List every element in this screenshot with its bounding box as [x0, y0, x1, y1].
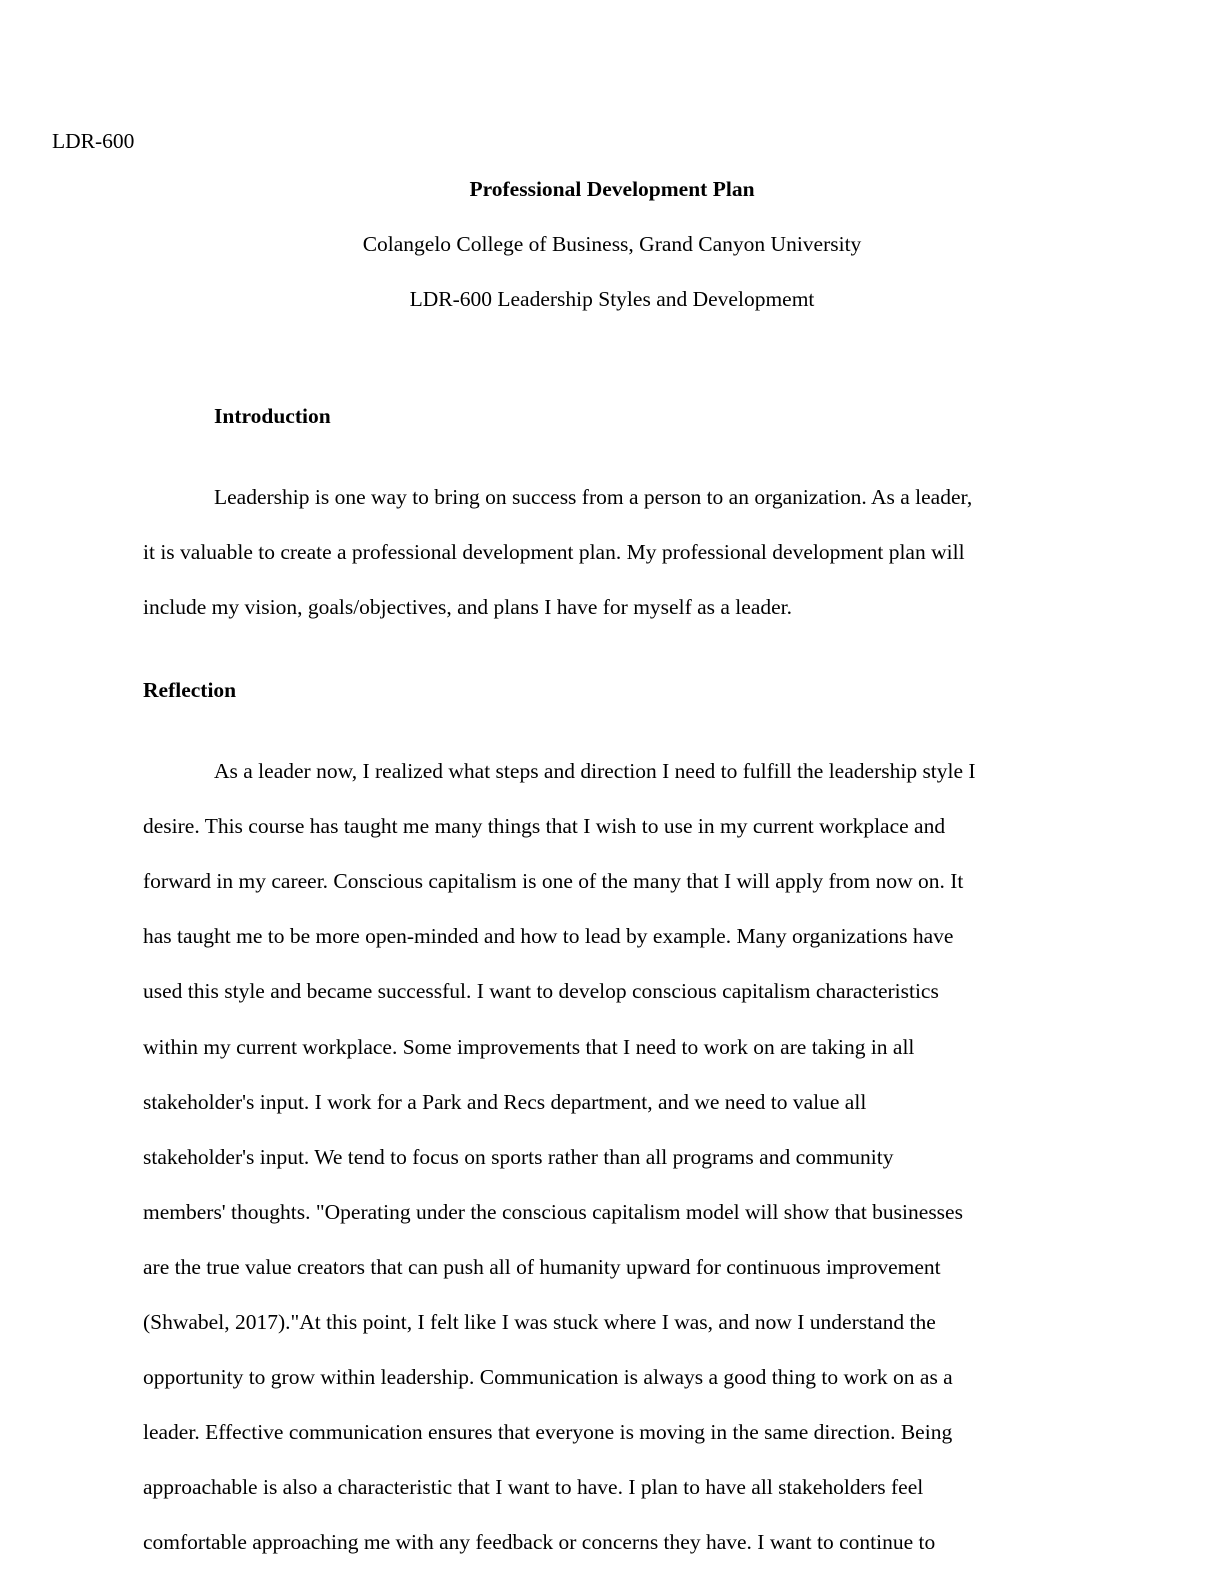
- paragraph-line: leader. Effective communication ensures that everyone is moving in the same direction. Being: [143, 1420, 953, 1444]
- paragraph-line: has taught me to be more open-minded and how to lead by example. Many organizations have: [143, 924, 954, 948]
- paragraph-line: stakeholder's input. I work for a Park and Recs department, and we need to value all: [143, 1090, 867, 1114]
- paragraph-line: approachable is also a characteristic that I want to have. I plan to have all stakeholders feel: [143, 1475, 924, 1499]
- course-line: LDR-600 Leadership Styles and Developmemt: [409, 287, 815, 311]
- paragraph-line: it is valuable to create a professional development plan. My professional development plan will: [143, 540, 965, 564]
- running-head: LDR-600: [52, 129, 135, 153]
- paragraph-line: stakeholder's input. We tend to focus on sports rather than all programs and community: [143, 1145, 894, 1169]
- paragraph-line: members' thoughts. "Operating under the conscious capitalism model will show that businesses: [143, 1200, 963, 1224]
- paragraph-line: As a leader now, I realized what steps and direction I need to fulfill the leadership style I: [214, 759, 976, 783]
- paragraph-line: opportunity to grow within leadership. Communication is always a good thing to work on as a: [143, 1365, 953, 1389]
- paragraph-line: Leadership is one way to bring on success from a person to an organization. As a leader,: [214, 485, 973, 509]
- paragraph-line: include my vision, goals/objectives, and plans I have for myself as a leader.: [143, 595, 792, 619]
- document-title: Professional Development Plan: [469, 177, 755, 201]
- paragraph-line: forward in my career. Conscious capitalism is one of the many that I will apply from now on. It: [143, 869, 964, 893]
- paragraph-line: desire. This course has taught me many things that I wish to use in my current workplace and: [143, 814, 946, 838]
- paragraph-line: are the true value creators that can push all of humanity upward for continuous improvement: [143, 1255, 941, 1279]
- institution-line: Colangelo College of Business, Grand Canyon University: [362, 232, 862, 256]
- section-heading-reflection: Reflection: [143, 678, 237, 702]
- paragraph-line: comfortable approaching me with any feedback or concerns they have. I want to continue to: [143, 1530, 936, 1554]
- paragraph-line: (Shwabel, 2017)."At this point, I felt like I was stuck where I was, and now I understand the: [143, 1310, 936, 1334]
- paragraph-line: used this style and became successful. I want to develop conscious capitalism characteristics: [143, 979, 939, 1003]
- paragraph-line: within my current workplace. Some improvements that I need to work on are taking in all: [143, 1035, 915, 1059]
- section-heading-introduction: Introduction: [214, 404, 331, 428]
